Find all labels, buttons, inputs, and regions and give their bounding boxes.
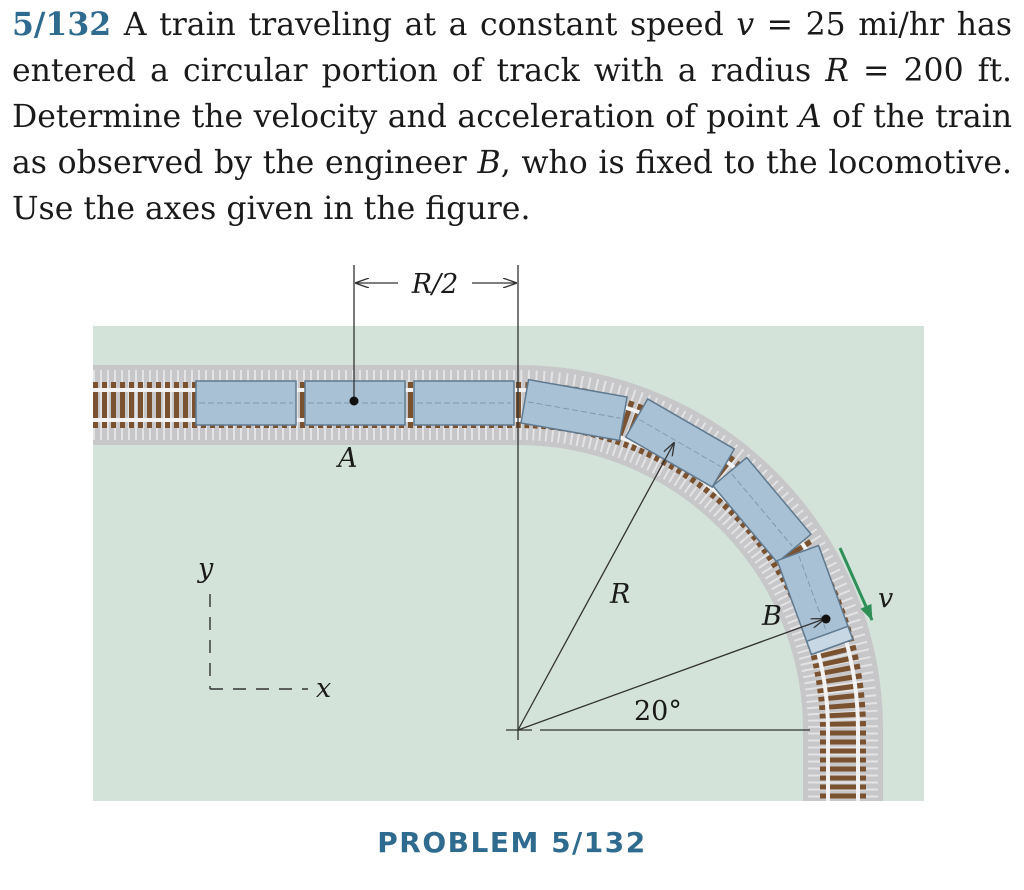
problem-number: 5/132 [12, 6, 112, 43]
angle-label: 20° [634, 696, 682, 727]
train-track-figure [0, 255, 1024, 825]
point-a-label: A [338, 443, 358, 474]
figure-caption: PROBLEM 5/132 [377, 826, 647, 859]
x-axis-label: x [316, 673, 332, 704]
problem-text-3: = 200 ft. Determine the velocity and acceleration of point [12, 53, 1013, 135]
point-a-dot [350, 397, 359, 406]
velocity-label: v [878, 583, 894, 614]
point-b-symbol: B [477, 145, 501, 181]
problem-text-5: , who is fixed to the locomotive. Use the axes given in the figure. [12, 145, 1013, 227]
train-car-1 [196, 381, 296, 425]
problem-text-4: of the train as observed by the engineer [12, 99, 1013, 181]
point-b-label: B [762, 601, 782, 632]
point-b-dot [822, 615, 831, 624]
point-a-symbol: A [798, 99, 822, 135]
radius-symbol: R [825, 53, 849, 89]
problem-text-2: = 25 mi/hr has entered a circular portion of track with a radius [12, 7, 1012, 89]
speed-symbol: v [736, 7, 755, 43]
problem-statement [12, 2, 1012, 232]
problem-text-1: A train traveling at a constant speed [111, 7, 737, 43]
y-axis-label: y [198, 553, 214, 584]
train-car-3 [414, 381, 514, 425]
dimension-label: R/2 [411, 269, 459, 300]
radius-label: R [610, 579, 631, 610]
